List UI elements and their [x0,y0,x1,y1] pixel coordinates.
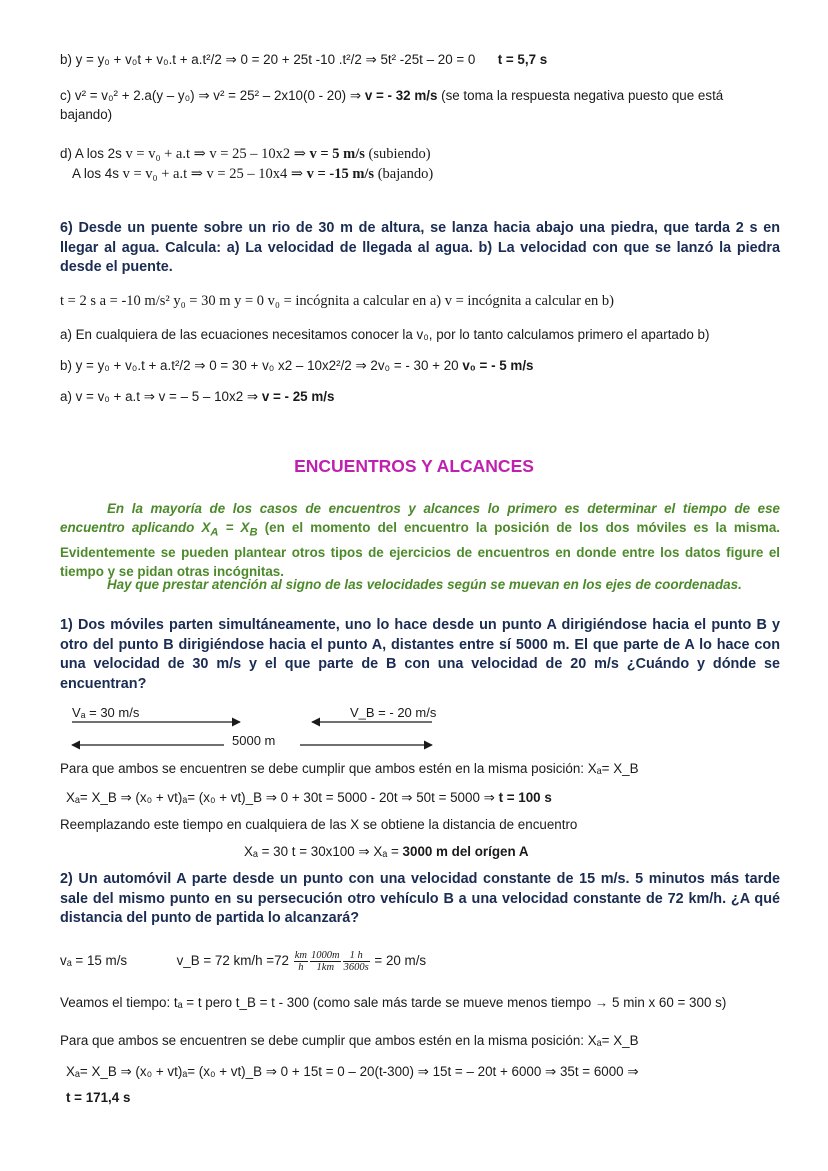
fraction-m-km: $\frac{1000m}{1km}$ [310,949,340,973]
problem-2-time: Veamos el tiempo: tₐ = t pero t_B = t - 300 (como sale más tarde se mueve menos tiempo → 5 min x 60 = 300 s) [60,995,727,1010]
problem-1-final-result: 3000 m del orígen A [402,844,529,859]
problem-1-statement: 1) Dos móviles parten simultáneamente, uno lo hace desde un punto A dirigiéndose hacia el punto B y otro del punto B dirigiéndose hacia el punto A, distantes entre sí 5000 m. El que parte de A lo hace con una velocidad de 30 m/s y el que parte de B con una velocidad de 20 m/s ¿Cuándo y dónde se encuentran? [60,617,780,692]
problem-2-condition: Para que ambos se encuentren se debe cumplir que ambos estén en la misma posición: Xₐ= X_B [60,1033,639,1048]
problem-2-statement: 2) Un automóvil A parte desde un punto con una velocidad constante de 15 m/s. 5 minutos más tarde sale del mismo punto en su persecución otro vehículo B a una velocidad constante de 72 km/h. ¿A qué distancia del punto de partida lo alcanzará? [60,871,780,926]
diagram-distance-label: 5000 m [232,733,276,748]
prev-part-c-cont: bajando) [60,107,113,122]
problem-1-result: t = 100 s [498,790,552,805]
problem-1-equation: Xₐ= X_B ⇒ (x₀ + vt)ₐ= (x₀ + vt)_B ⇒ 0 + 30t = 5000 - 20t ⇒ 50t = 5000 ⇒ t = 100 s [66,790,552,805]
prev-part-d-line1: d) A los 2s v = v₀ + a.t ⇒ v = 25 – 10x2 ⇒ v = 5 m/s (subiendo) [60,146,431,162]
problem-6-statement: 6) Desde un puente sobre un rio de 30 m de altura, se lanza hacia abajo una piedra, que tarda 2 s en llegar al agua. Calcula: a) La velocidad de llegada al agua. b) La velocidad con que se lanzó la piedra desde el puente. [60,220,780,275]
intro-paragraph: En la mayoría de los casos de encuentros y alcances lo primero es determinar el tiempo de ese encuentro aplicando $X_A = X_B$ (en el momento del encuentro la posición de los dos móviles es la misma. Evidentemente se pueden plantear otros tipos de ejercicios de encuentros en donde entre los datos figure el tiempo y se pidan otras incógnitas. [60,501,780,579]
problem-1-replace: Reemplazando este tiempo en cualquiera de las X se obtiene la distancia de encuentro [60,817,578,832]
prev-part-c-result: v = - 32 m/s [364,88,438,103]
problem-1-final: Xₐ = 30 t = 30x100 ⇒ Xₐ = 3000 m del orígen A [244,844,529,859]
problem-2-equation: Xₐ= X_B ⇒ (x₀ + vt)ₐ= (x₀ + vt)_B ⇒ 0 + 15t = 0 – 20(t-300) ⇒ 15t = – 20t + 6000 ⇒ 35t = 6000 ⇒ [66,1064,639,1079]
prev-part-d-line2: A los 4s v = v₀ + a.t ⇒ v = 25 – 10x4 ⇒ v = -15 m/s (bajando) [72,166,434,182]
problem-2-result: t = 171,4 s [66,1090,131,1105]
problem-2-velocities: vₐ = 15 m/s v_B = 72 km/h =72 $\frac{km}{h}$ $\frac{1000m}{1km}$ $\frac{1 h}{3600s}$ = 20 m/s [60,949,427,973]
prev-part-b: b) y = y₀ + v₀t + v₀.t + a.t²/2 ⇒ 0 = 20 + 25t -10 .t²/2 ⇒ 5t² -25t – 20 = 0 t = 5,7 s [60,52,548,67]
problem-6-data: t = 2 s a = -10 m/s² y₀ = 30 m y = 0 v₀ = incógnita a calcular en a) v = incógnita a calcular en b) [60,293,614,309]
problem-6-part-b-result: v₀ = - 5 m/s [462,358,534,373]
fraction-km-h: $\frac{km}{h}$ [294,949,307,973]
problem-6-part-a: a) v = v₀ + a.t ⇒ v = – 5 – 10x2 ⇒ v = - 25 m/s [60,389,335,404]
diagram-va-label: Vₐ = 30 m/s [72,705,140,720]
problem-6-part-a-result: v = - 25 m/s [261,389,335,404]
section-title: ENCUENTROS Y ALCANCES [294,456,534,476]
problem-1-condition: Para que ambos se encuentren se debe cumplir que ambos estén en la misma posición: Xₐ= X_B [60,761,639,776]
problem-6-intro: a) En cualquiera de las ecuaciones necesitamos conocer la v₀, por lo tanto calculamos primero el apartado b) [60,327,710,342]
diagram-vb-label: V_B = - 20 m/s [350,705,437,720]
problem-6-part-b: b) y = y₀ + v₀.t + a.t²/2 ⇒ 0 = 30 + v₀ x2 – 10x2²/2 ⇒ 2v₀ = - 30 + 20 v₀ = - 5 m/s [60,358,534,373]
prev-part-b-result: t = 5,7 s [497,52,548,67]
fraction-h-s: $\frac{1 h}{3600s}$ [343,949,369,973]
prev-part-c: c) v² = v₀² + 2.a(y – y₀) ⇒ v² = 25² – 2x10(0 - 20) ⇒ v = - 32 m/s (se toma la respuesta negativa puesto que está [60,88,724,103]
intro-paragraph-2: Hay que prestar atención al signo de las velocidades según se muevan en los ejes de coordenadas. [107,577,742,592]
